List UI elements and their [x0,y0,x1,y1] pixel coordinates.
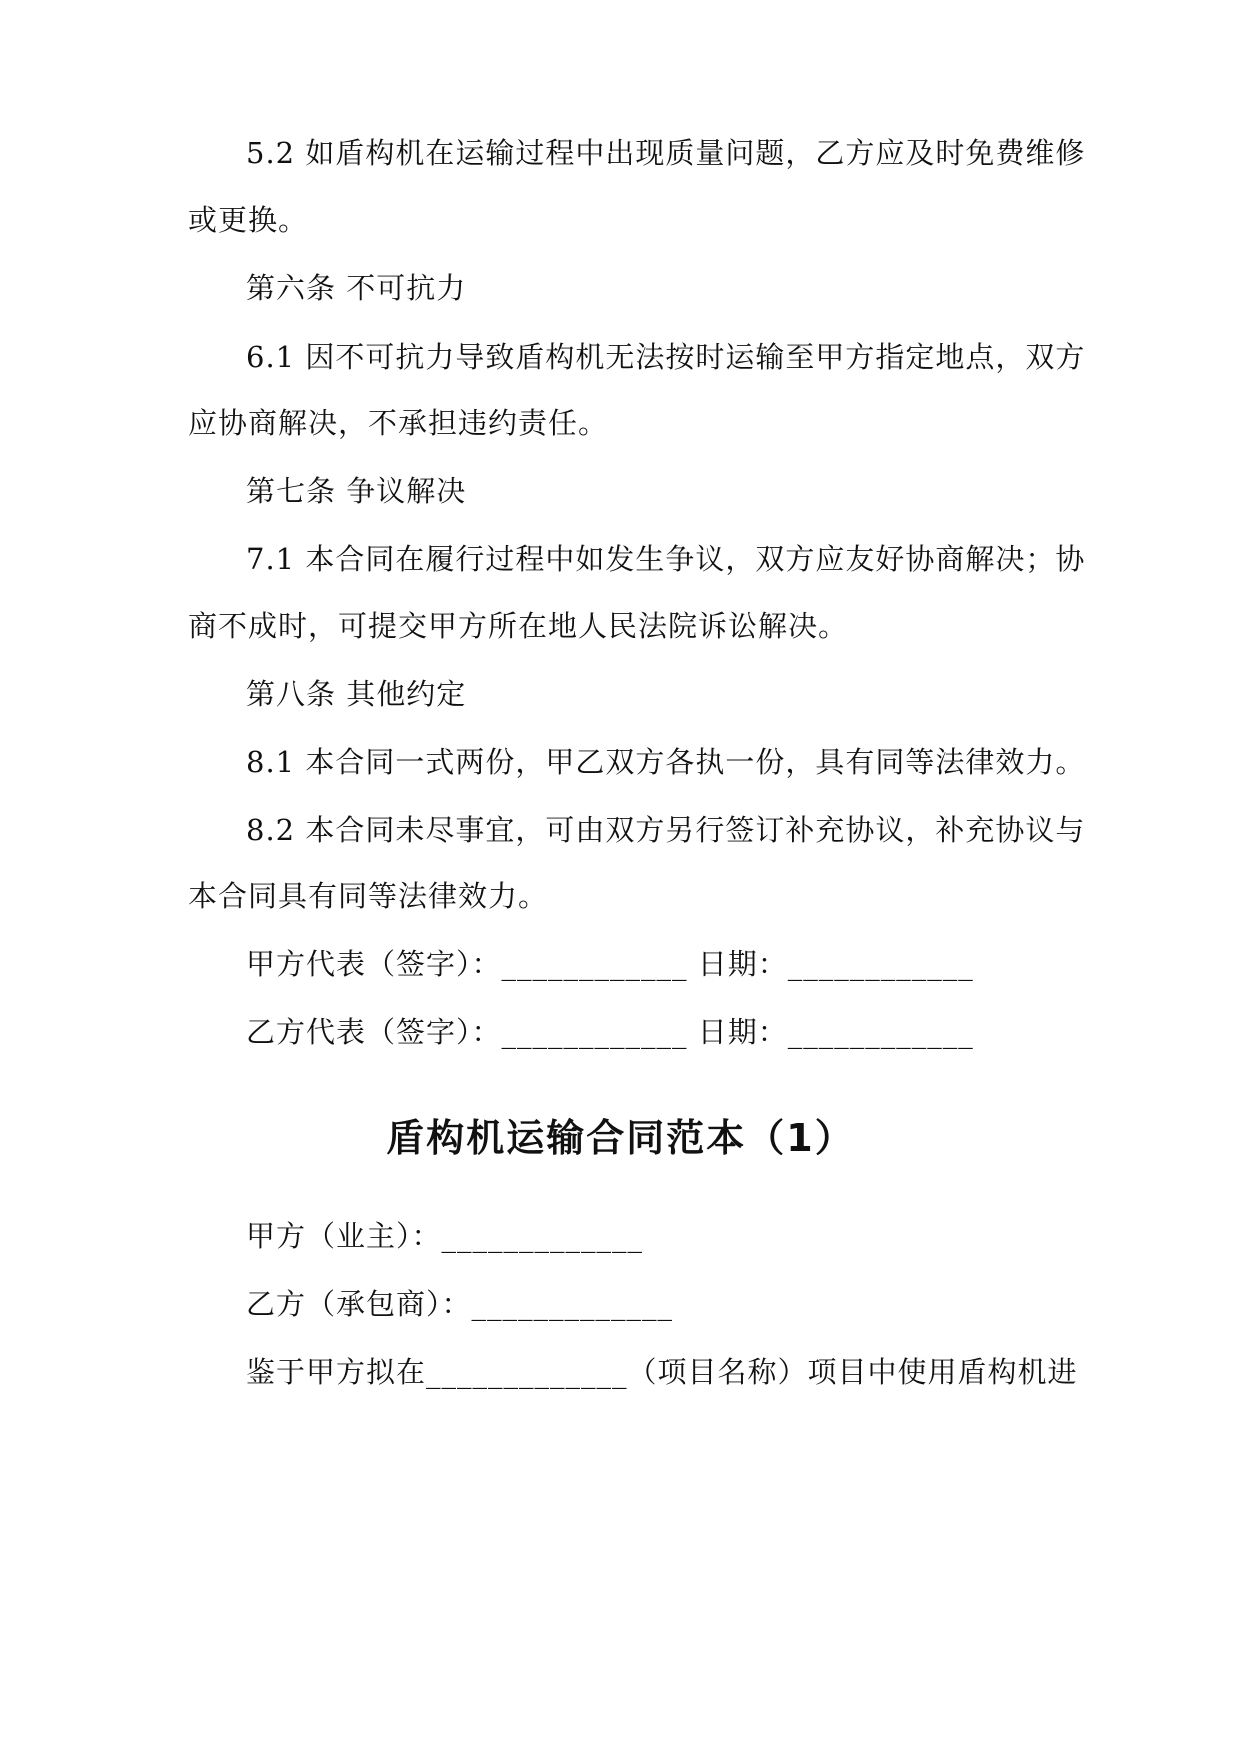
article-7-heading: 第七条 争议解决 [246,474,467,508]
party-b-field: 乙方（承包商）：_____________ [246,1287,674,1321]
clause-7-1-line-1: 7.1 本合同在履行过程中如发生争议，双方应友好协商解决；协 [246,542,1086,576]
party-a-field: 甲方（业主）：_____________ [246,1219,644,1253]
article-8-heading: 第八条 其他约定 [246,677,467,711]
article-6-heading: 第六条 不可抗力 [246,271,467,305]
clause-6-1-line-2: 应协商解决，不承担违约责任。 [188,406,609,440]
clause-5-2-line-1: 5.2 如盾构机在运输过程中出现质量问题，乙方应及时免费维修 [246,136,1086,170]
clause-8-1: 8.1 本合同一式两份，甲乙双方各执一份，具有同等法律效力。 [246,745,1086,779]
contract-title: 盾构机运输合同范本（1） [386,1116,855,1160]
party-b-signature-line: 乙方代表（签字）：____________ 日期：____________ [246,1015,974,1049]
clause-6-1-line-1: 6.1 因不可抗力导致盾构机无法按时运输至甲方指定地点，双方 [246,340,1086,374]
clause-7-1-line-2: 商不成时，可提交甲方所在地人民法院诉讼解决。 [188,609,849,643]
clause-8-2-line-1: 8.2 本合同未尽事宜，可由双方另行签订补充协议，补充协议与 [246,813,1086,847]
clause-5-2-line-2: 或更换。 [188,203,309,237]
preamble-line-1: 鉴于甲方拟在_____________（项目名称）项目中使用盾构机进 [246,1355,1078,1389]
clause-8-2-line-2: 本合同具有同等法律效力。 [188,879,549,913]
party-a-signature-line: 甲方代表（签字）：____________ 日期：____________ [246,947,974,981]
